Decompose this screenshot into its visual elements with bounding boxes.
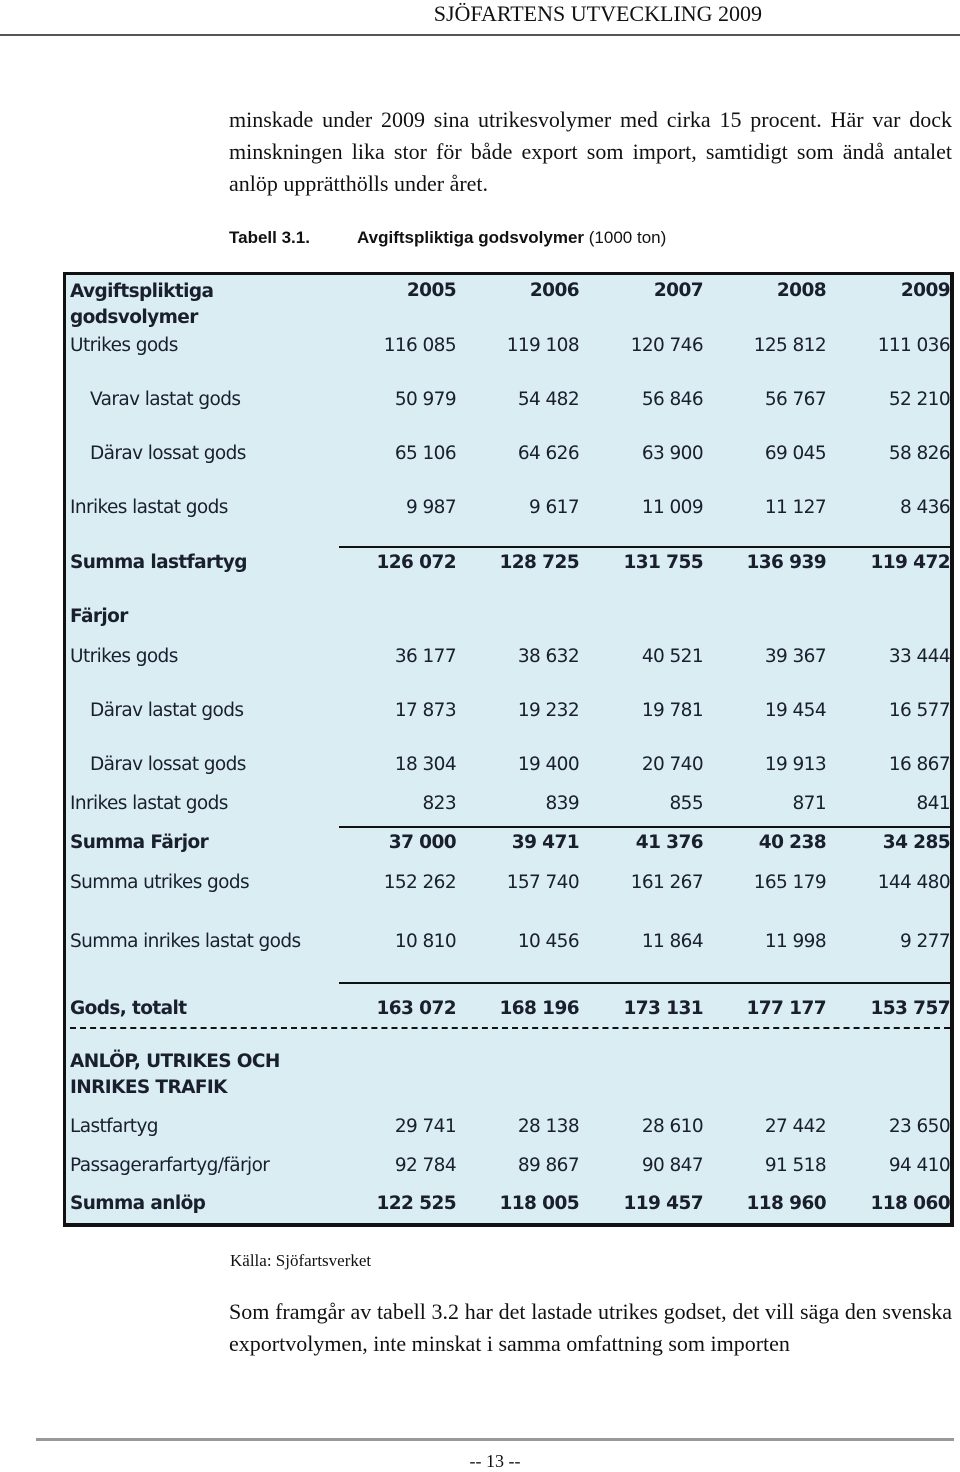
value-cell: 40 238	[758, 832, 826, 853]
value-cell: 89 867	[517, 1155, 579, 1176]
section-heading-row	[66, 1049, 950, 1103]
row-label: Passagerarfartyg/färjor	[70, 1155, 270, 1176]
value-cell: 20 740	[641, 754, 703, 775]
year-header: 2008	[776, 280, 826, 301]
value-cell: 23 650	[888, 1116, 950, 1137]
value-cell: 839	[545, 793, 579, 814]
value-cell: 10 456	[517, 931, 579, 952]
value-cell: 40 521	[641, 646, 703, 667]
value-cell: 41 376	[635, 832, 703, 853]
value-cell: 122 525	[376, 1193, 456, 1214]
value-cell: 27 442	[764, 1116, 826, 1137]
value-cell: 90 847	[641, 1155, 703, 1176]
value-cell: 131 755	[623, 552, 703, 573]
value-cell: 39 367	[764, 646, 826, 667]
table-caption	[229, 226, 667, 250]
value-cell: 152 262	[383, 872, 456, 893]
header-divider	[0, 34, 960, 36]
value-cell: 54 482	[517, 389, 579, 410]
subtotal-row	[66, 831, 950, 855]
value-cell: 50 979	[394, 389, 456, 410]
value-cell: 177 177	[746, 998, 826, 1019]
value-cell: 157 740	[506, 872, 579, 893]
intro-paragraph: minskade under 2009 sina utrikesvolymer med cirka 15 procent. Här var dock minskningen lika stor för både export som import, samtidigt som ändå antalet anlöp upprätthölls under året.	[229, 107, 952, 196]
row-label: Varav lastat gods	[90, 389, 241, 410]
total-rule	[339, 982, 950, 984]
row-label: Utrikes gods	[70, 335, 178, 356]
table-row	[66, 1115, 950, 1139]
row-label: Därav lossat gods	[90, 443, 246, 464]
value-cell: 119 457	[623, 1193, 703, 1214]
subtotal-rule	[339, 826, 950, 828]
table-row	[66, 792, 950, 816]
value-cell: 19 781	[641, 700, 703, 721]
value-cell: 173 131	[623, 998, 703, 1019]
goods-volume-table	[63, 272, 954, 1227]
value-cell: 69 045	[764, 443, 826, 464]
value-cell: 56 767	[764, 389, 826, 410]
value-cell: 56 846	[641, 389, 703, 410]
table-row	[66, 1154, 950, 1178]
table-row	[66, 388, 950, 412]
table-source: Källa: Sjöfartsverket	[230, 1251, 372, 1270]
section-heading-row	[66, 605, 950, 629]
row-label: Summa lastfartyg	[70, 552, 247, 573]
value-cell: 841	[916, 793, 950, 814]
value-cell: 10 810	[394, 931, 456, 952]
row-label: Summa utrikes gods	[70, 872, 250, 893]
value-cell: 855	[669, 793, 703, 814]
value-cell: 11 998	[764, 931, 826, 952]
year-header: 2009	[900, 280, 950, 301]
value-cell: 153 757	[870, 998, 950, 1019]
footer-divider	[36, 1438, 954, 1441]
value-cell: 165 179	[753, 872, 826, 893]
value-cell: 168 196	[499, 998, 579, 1019]
value-cell: 144 480	[877, 872, 950, 893]
caption-title: Avgiftspliktiga godsvolymer	[357, 228, 585, 247]
total-row	[66, 997, 950, 1021]
row-label: Gods, totalt	[70, 998, 187, 1019]
row-label: Summa inrikes lastat gods	[70, 931, 301, 952]
value-cell: 163 072	[376, 998, 456, 1019]
table-row	[66, 496, 950, 520]
value-cell: 37 000	[388, 832, 456, 853]
value-cell: 33 444	[888, 646, 950, 667]
value-cell: 17 873	[394, 700, 456, 721]
value-cell: 116 085	[383, 335, 456, 356]
subtotal-row	[66, 551, 950, 575]
row-label: Summa Färjor	[70, 832, 209, 853]
row-label: Summa anlöp	[70, 1193, 206, 1214]
row-label: Därav lossat gods	[90, 754, 246, 775]
value-cell: 28 610	[641, 1116, 703, 1137]
value-cell: 52 210	[888, 389, 950, 410]
value-cell: 34 285	[882, 832, 950, 853]
running-header	[0, 0, 960, 30]
total-row	[66, 1192, 950, 1216]
value-cell: 18 304	[394, 754, 456, 775]
year-header: 2006	[529, 280, 579, 301]
value-cell: 19 913	[764, 754, 826, 775]
page-number: -- 13 --	[469, 1451, 521, 1471]
table-row	[66, 645, 950, 669]
table-row	[66, 753, 950, 777]
value-cell: 125 812	[753, 335, 826, 356]
value-cell: 118 005	[499, 1193, 579, 1214]
value-cell: 9 617	[529, 497, 579, 518]
value-cell: 118 960	[746, 1193, 826, 1214]
closing-paragraph: Som framgår av tabell 3.2 har det lastade utrikes godset, det vill säga den svenska exportvolymen, inte minskat i samma omfattning som importen	[229, 1299, 952, 1356]
value-cell: 39 471	[511, 832, 579, 853]
table-row	[66, 334, 950, 358]
value-cell: 28 138	[517, 1116, 579, 1137]
value-cell: 111 036	[877, 335, 950, 356]
row-label: Utrikes gods	[70, 646, 178, 667]
row-label: Därav lastat gods	[90, 700, 244, 721]
value-cell: 871	[792, 793, 826, 814]
row-label: Lastfartyg	[70, 1116, 158, 1137]
value-cell: 16 577	[888, 700, 950, 721]
caption-unit: (1000 ton)	[588, 228, 667, 247]
table-row	[66, 930, 950, 954]
section-heading-line1: ANLÖP, UTRIKES OCH	[70, 1051, 280, 1072]
value-cell: 11 009	[641, 497, 703, 518]
value-cell: 11 864	[641, 931, 703, 952]
value-cell: 126 072	[376, 552, 456, 573]
value-cell: 29 741	[394, 1116, 456, 1137]
row-label: Inrikes lastat gods	[70, 793, 228, 814]
value-cell: 128 725	[499, 552, 579, 573]
table-row	[66, 442, 950, 466]
value-cell: 823	[422, 793, 456, 814]
value-cell: 94 410	[888, 1155, 950, 1176]
caption-title-group	[357, 226, 666, 250]
value-cell: 161 267	[630, 872, 703, 893]
section-heading	[70, 1049, 280, 1101]
value-cell: 136 939	[746, 552, 826, 573]
row-label: Inrikes lastat gods	[70, 497, 228, 518]
value-cell: 92 784	[394, 1155, 456, 1176]
header-label-line1: Avgiftspliktiga	[70, 281, 214, 302]
value-cell: 8 436	[900, 497, 950, 518]
header-label-line2: godsvolymer	[70, 307, 198, 328]
value-cell: 19 400	[517, 754, 579, 775]
value-cell: 65 106	[394, 443, 456, 464]
section-heading-line2: INRIKES TRAFIK	[70, 1077, 227, 1098]
value-cell: 36 177	[394, 646, 456, 667]
table-header-row	[66, 279, 950, 328]
value-cell: 120 746	[630, 335, 703, 356]
value-cell: 63 900	[641, 443, 703, 464]
caption-label: Tabell 3.1.	[229, 228, 310, 247]
table-row	[66, 871, 950, 895]
dashed-divider	[70, 1027, 950, 1029]
value-cell: 9 987	[406, 497, 456, 518]
value-cell: 58 826	[888, 443, 950, 464]
value-cell: 9 277	[900, 931, 950, 952]
value-cell: 91 518	[764, 1155, 826, 1176]
value-cell: 118 060	[870, 1193, 950, 1214]
value-cell: 19 232	[517, 700, 579, 721]
value-cell: 119 108	[506, 335, 579, 356]
value-cell: 119 472	[870, 552, 950, 573]
value-cell: 38 632	[517, 646, 579, 667]
value-cell: 64 626	[517, 443, 579, 464]
table-row	[66, 699, 950, 723]
header-title: SJÖFARTENS UTVECKLING 2009	[433, 1, 762, 26]
year-header: 2007	[653, 280, 703, 301]
value-cell: 16 867	[888, 754, 950, 775]
header-label	[70, 279, 213, 331]
value-cell: 11 127	[764, 497, 826, 518]
value-cell: 19 454	[764, 700, 826, 721]
year-header: 2005	[406, 280, 456, 301]
subtotal-rule	[339, 546, 950, 548]
section-heading: Färjor	[70, 606, 128, 627]
